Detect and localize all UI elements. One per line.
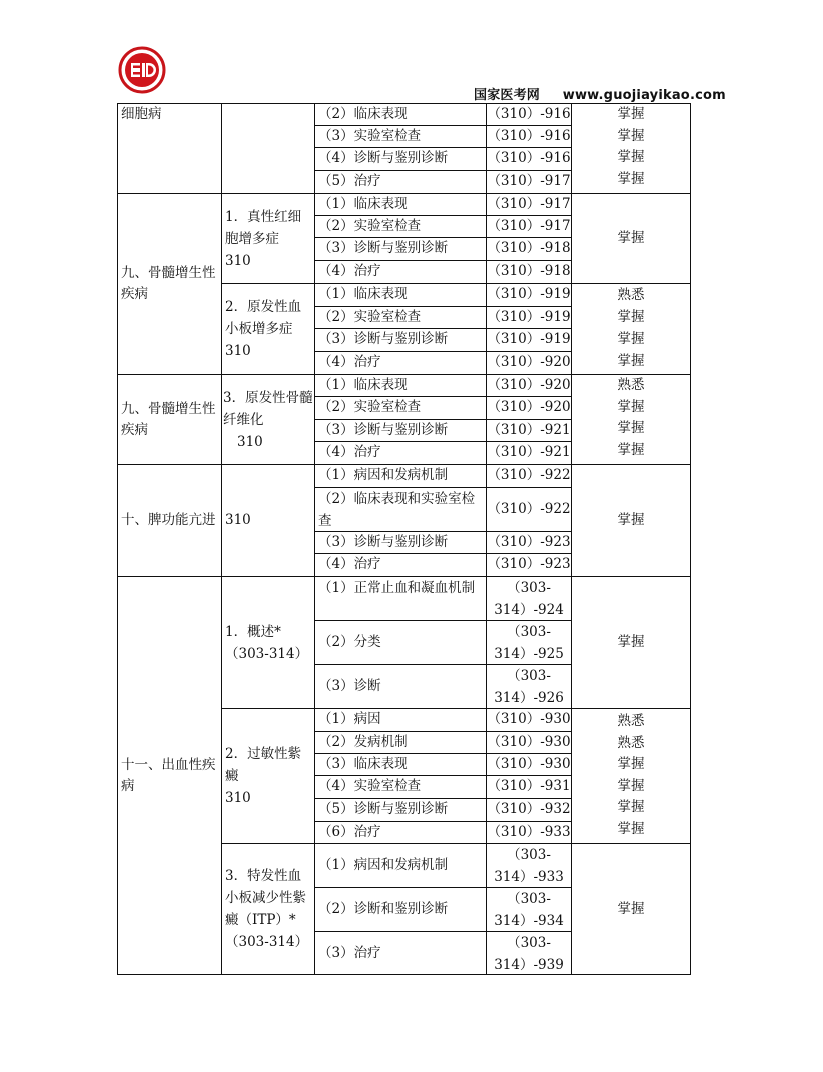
level-text: 掌握 [617,756,645,772]
level-text: 掌握 [617,634,645,650]
item-ref: （310）-916 [486,103,572,126]
level-text: 掌握 [617,900,645,917]
level-text: 掌握 [617,512,645,528]
item-label: （2）实验室检查 [314,306,487,329]
sub-unit-cell [221,708,315,844]
item-ref: （310）-930 [486,708,572,732]
level-cell [571,283,691,375]
level-text: 掌握 [617,331,645,347]
sub-unit-code: （303-314） [225,934,309,950]
level-text: 掌握 [617,398,645,415]
unit-title: 九、骨髓增生性疾病 [117,193,222,375]
item-ref: （310）-930 [486,731,572,754]
item-ref: （310）-919 [486,283,572,307]
sub-unit-name: 2．原发性血小板增多症 [225,299,302,337]
item-label: （1）临床表现 [314,283,487,307]
unit-title: 九、骨髓增生性疾病 [117,374,222,465]
level-text: 掌握 [617,353,645,369]
level-text: 熟悉 [617,377,645,393]
item-label: （1）正常止血和凝血机制 [314,576,487,621]
item-ref: （310）-923 [486,553,572,577]
item-label: （3）实验室检查 [314,125,487,148]
brand-name: 国家医考网 [474,88,541,103]
item-label: （1）临床表现 [314,193,487,216]
item-ref: （310）-919 [486,328,572,352]
item-ref: （310）-932 [486,798,572,822]
level-cell [571,708,691,844]
item-ref: （310）-916 [486,125,572,148]
item-ref: （310）-917 [486,170,572,194]
item-label: （3）治疗 [314,931,487,975]
item-label: （5）治疗 [314,170,487,194]
item-label: （2）发病机制 [314,731,487,754]
item-ref: （310）-922 [486,487,572,532]
level-cell [571,193,691,284]
item-ref: （310）-917 [486,193,572,216]
sub-unit-code: 310 [225,343,251,359]
item-ref: （303-314）-933 [486,843,572,888]
unit-title: 细胞病 [117,103,222,194]
sub-unit-cell [221,576,315,709]
item-label: （2）分类 [314,620,487,665]
level-text: 熟悉 [617,287,645,303]
item-ref: （310）-918 [486,260,572,284]
item-label: （3）临床表现 [314,753,487,776]
item-ref: （310）-933 [486,821,572,844]
item-label: （4）治疗 [314,260,487,284]
item-label: （3）诊断与鉴别诊断 [314,419,487,442]
unit-title: 十一、出血性疾病 [117,576,222,975]
level-text: 掌握 [617,777,645,794]
item-ref: （303-314）-939 [486,931,572,975]
sub-unit-cell [221,193,315,284]
item-label: （2）临床表现和实验室检查 [314,487,487,532]
level-cell [571,374,691,465]
sub-unit-code: 310 [225,512,251,528]
sub-unit-name: 1．真性红细胞增多症 [225,208,302,247]
item-label: （4）治疗 [314,553,487,577]
item-label: （3）诊断与鉴别诊断 [314,328,487,352]
item-label: （4）诊断与鉴别诊断 [314,147,487,171]
sub-unit-cell [221,464,315,577]
sub-unit-name: 2．过敏性紫癜 [225,746,302,784]
level-text: 掌握 [617,170,645,187]
level-text: 掌握 [617,127,645,144]
item-label: （4）治疗 [314,441,487,465]
item-label: （1）病因和发病机制 [314,464,487,488]
item-ref: （310）-923 [486,531,572,554]
item-label: （2）诊断和鉴别诊断 [314,887,487,932]
item-ref: （310）-931 [486,775,572,799]
item-ref: （310）-918 [486,237,572,261]
level-cell [571,103,691,194]
level-text: 掌握 [617,230,645,246]
level-cell [571,464,691,577]
level-text: 掌握 [617,106,645,122]
sub-unit-code: （303-314） [225,645,309,662]
item-label: （3）诊断与鉴别诊断 [314,531,487,554]
site-url: www.guojiayikao.com [562,88,726,103]
item-ref: （310）-916 [486,147,572,171]
sub-unit-cell [221,103,315,194]
item-label: （1）临床表现 [314,374,487,397]
item-ref: （310）-919 [486,306,572,329]
item-ref: （310）-930 [486,753,572,776]
item-label: （4）实验室检查 [314,775,487,799]
item-ref: （310）-917 [486,215,572,238]
item-label: （1）病因和发病机制 [314,843,487,888]
item-label: （3）诊断 [314,664,487,709]
level-text: 熟悉 [617,713,645,729]
item-label: （2）临床表现 [314,103,487,126]
item-ref: （303-314）-924 [486,576,572,621]
level-cell [571,576,691,709]
sub-unit-name: 3．特发性血小板减少性紫癜（ITP）* [225,868,306,928]
level-text: 掌握 [617,820,645,837]
item-label: （4）治疗 [314,351,487,375]
item-ref: （310）-921 [486,441,572,465]
item-ref: （310）-920 [486,351,572,375]
level-text: 掌握 [617,149,645,165]
sub-unit-cell [221,283,315,375]
item-label: （3）诊断与鉴别诊断 [314,237,487,261]
item-label: （2）实验室检查 [314,396,487,420]
sub-unit-name: 1．概述* [225,623,281,640]
item-ref: （303-314）-925 [486,620,572,665]
item-label: （5）诊断与鉴别诊断 [314,798,487,822]
item-label: （1）病因 [314,708,487,732]
item-label: （6）治疗 [314,821,487,844]
sub-unit-code: 310 [225,252,251,269]
item-ref: （310）-920 [486,374,572,397]
sub-unit-cell [221,374,315,465]
item-ref: （303-314）-926 [486,664,572,709]
sub-unit-code: 310 [225,790,251,806]
sub-unit-cell [221,843,315,975]
sub-unit-name: 3．原发性骨髓纤维化 [223,389,313,428]
level-text: 掌握 [617,441,645,458]
sub-unit-code: 310 [237,433,263,450]
item-ref: （303-314）-934 [486,887,572,932]
level-cell [571,843,691,975]
unit-title: 十、脾功能亢进 [117,464,222,577]
level-text: 掌握 [617,309,645,325]
level-text: 掌握 [617,420,645,436]
item-label: （2）实验室检查 [314,215,487,238]
item-ref: （310）-921 [486,419,572,442]
level-text: 掌握 [617,799,645,815]
level-text: 熟悉 [617,734,645,751]
item-ref: （310）-920 [486,396,572,420]
item-ref: （310）-922 [486,464,572,488]
